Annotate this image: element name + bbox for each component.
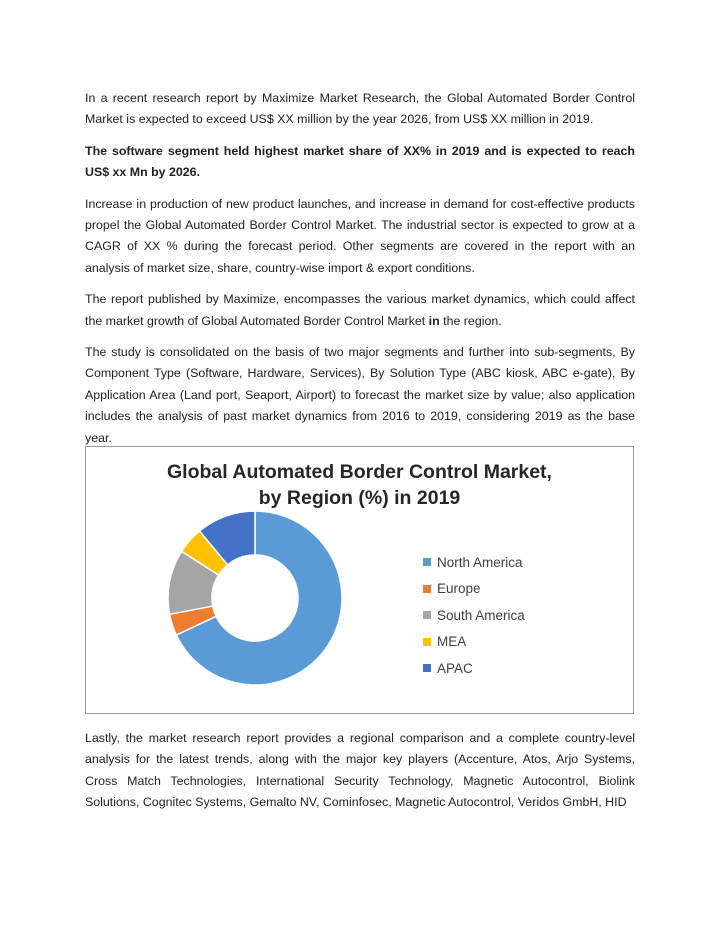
software-segment-paragraph: The software segment held highest market share of XX% in 2019 and is expected to reach US$ xx Mn by 2026. — [85, 143, 635, 180]
legend-swatch-mea — [423, 638, 431, 646]
legend-label-south-america: South America — [437, 607, 525, 623]
intro-paragraph: In a recent research report by Maximize Market Research, the Global Automated Border Control Market is expected to exceed US$ XX million by the year 2026, from US$ XX million in 2019. — [85, 91, 635, 127]
legend-item-apac — [423, 655, 525, 682]
region-chart — [85, 446, 634, 714]
market-dynamics-text-before: The report published by Maximize, encompasses the various market dynamics, which could affect the market growth of Global Automated Border Control Market — [85, 292, 635, 328]
drivers-paragraph: Increase in production of new product launches, and increase in demand for cost-effective products propel the Global Automated Border Control Market. The industrial sector is expected to grow at a CAGR of XX % during the forecast period. Other segments are covered in the report with an analysis of market size, share, country-wise import & export conditions. — [85, 196, 635, 275]
legend-swatch-south-america — [423, 611, 431, 619]
legend-item-south-america — [423, 602, 525, 629]
legend-item-europe — [423, 576, 525, 603]
closing-section — [85, 728, 635, 824]
legend-label-europe: Europe — [437, 581, 481, 597]
legend-swatch-apac — [423, 664, 431, 672]
market-dynamics-paragraph — [85, 289, 635, 332]
donut-chart — [86, 447, 633, 713]
segments-paragraph: The study is consolidated on the basis of two major segments and further into sub-segments, By Component Type (Software, Hardware, Services), By Solution Type (ABC kiosk, ABC e-gate), By Application Area (Land port, Seaport, Airport) to forecast the market size by value; also application includes the analysis of past market dynamics from 2016 to 2019, considering 2019 as the base year. — [85, 345, 635, 445]
chart-legend — [423, 549, 525, 682]
legend-label-north-america: North America — [437, 554, 523, 570]
legend-item-mea — [423, 629, 525, 656]
legend-label-mea: MEA — [437, 634, 467, 650]
legend-swatch-europe — [423, 585, 431, 593]
market-dynamics-bold-word: in — [428, 313, 440, 328]
chart-title-line-2: by Region (%) in 2019 — [258, 487, 461, 509]
legend-swatch-north-america — [423, 558, 431, 566]
chart-title-line-1: Global Automated Border Control Market, — [167, 461, 552, 483]
document-body — [85, 88, 635, 459]
legend-label-apac: APAC — [437, 660, 473, 676]
market-dynamics-text-after: the region. — [439, 313, 502, 328]
closing-paragraph: Lastly, the market research report provides a regional comparison and a complete country-level analysis for the latest trends, along with the major key players (Accenture, Atos, Arjo Systems, Cross Match Technologies, International Security Technology, Magnetic Autocontrol, Biolink Solutions, Cognitec Systems, Gemalto NV, Cominfosec, Magnetic Autocontrol, Veridos GmbH, HID — [85, 731, 635, 810]
legend-item-north-america — [423, 549, 525, 576]
